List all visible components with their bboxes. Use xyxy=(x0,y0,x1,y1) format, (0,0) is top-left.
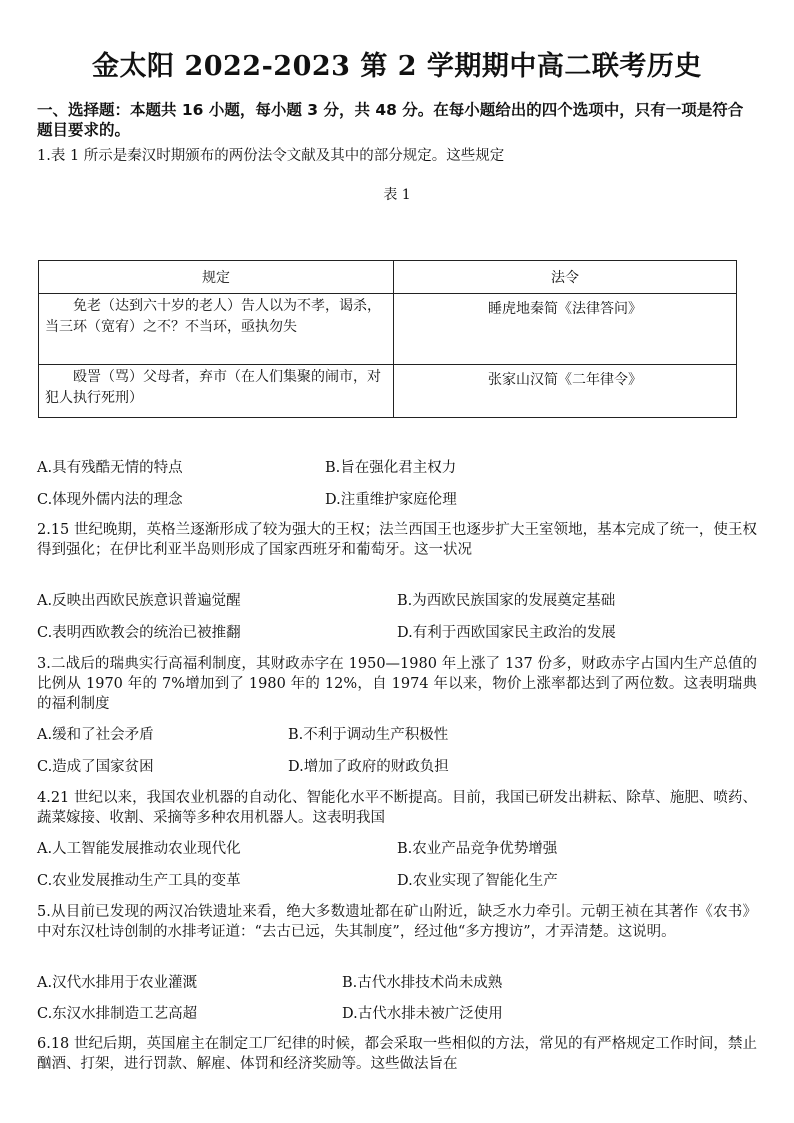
question-1-option-a: A.具有残酷无情的特点 xyxy=(37,460,183,476)
table-row xyxy=(39,365,737,418)
question-3-stem: 3.二战后的瑞典实行高福利制度，其财政赤字在 1950—1980 年上涨了 137 份多，财政赤字占国内生产总值的比例从 1970 年的 7%增加到了 1980 年的 12%，自 1974 年以来，物价上涨率都达到了两位数。这表明瑞典的福利制度 xyxy=(37,656,757,712)
question-3-option-c: C.造成了国家贫困 xyxy=(37,759,154,775)
exam-title: 金太阳 2022-2023 第 2 学期期中高二联考历史 xyxy=(92,51,702,82)
law-table xyxy=(38,260,737,418)
table-cell-law: 张家山汉简《二年律令》 xyxy=(394,365,737,418)
table-cell-rule: 免老（达到六十岁的老人）告人以为不孝，谒杀，当三环（宽宥）之不？不当环，亟执勿失 xyxy=(39,294,394,365)
question-1-option-d: D.注重维护家庭伦理 xyxy=(325,492,457,508)
question-4-option-a: A.人工智能发展推动农业现代化 xyxy=(37,841,241,857)
question-3-option-a: A.缓和了社会矛盾 xyxy=(37,727,154,743)
question-3-option-b: B.不利于调动生产积极性 xyxy=(288,727,449,743)
table-cell-rule: 殴詈（骂）父母者，弃市（在人们集聚的闹市，对犯人执行死刑） xyxy=(39,365,394,418)
question-2-option-d: D.有利于西欧国家民主政治的发展 xyxy=(397,625,616,641)
question-6-stem: 6.18 世纪后期，英国雇主在制定工厂纪律的时候，都会采取一些相似的方法，常见的有严格规定工作时间，禁止酗酒、打架，进行罚款、解雇、体罚和经济奖励等。这些做法旨在 xyxy=(37,1036,757,1072)
table-header-law: 法令 xyxy=(394,261,737,294)
table-caption: 表 1 xyxy=(383,187,411,203)
question-5-option-a: A.汉代水排用于农业灌溉 xyxy=(37,975,198,991)
question-2-option-a: A.反映出西欧民族意识普遍觉醒 xyxy=(37,593,241,609)
table-header-rule: 规定 xyxy=(39,261,394,294)
question-5-option-d: D.古代水排未被广泛使用 xyxy=(342,1006,503,1022)
question-4-stem: 4.21 世纪以来，我国农业机器的自动化、智能化水平不断提高。目前，我国已研发出耕耘、除草、施肥、喷药、蔬菜嫁接、收割、采摘等多种农用机器人。这表明我国 xyxy=(37,790,757,826)
question-5-option-c: C.东汉水排制造工艺高超 xyxy=(37,1006,198,1022)
question-4-option-d: D.农业实现了智能化生产 xyxy=(397,873,558,889)
question-1-stem: 1.表 1 所示是秦汉时期颁布的两份法令文献及其中的部分规定。这些规定 xyxy=(37,148,505,164)
table-row xyxy=(39,294,737,365)
question-2-stem: 2.15 世纪晚期，英格兰逐渐形成了较为强大的王权；法兰西国王也逐步扩大王室领地，基本完成了统一，使王权得到强化；在伊比利亚半岛则形成了国家西班牙和葡萄牙。这一状况 xyxy=(37,522,757,558)
question-1-option-b: B.旨在强化君主权力 xyxy=(325,460,457,476)
table-cell-law: 睡虎地秦简《法律答问》 xyxy=(394,294,737,365)
question-1-option-c: C.体现外儒内法的理念 xyxy=(37,492,183,508)
question-4-option-b: B.农业产品竞争优势增强 xyxy=(397,841,558,857)
question-3-option-d: D.增加了政府的财政负担 xyxy=(288,759,449,775)
question-2-option-b: B.为西欧民族国家的发展奠定基础 xyxy=(397,593,616,609)
question-2-option-c: C.表明西欧教会的统治已被推翻 xyxy=(37,625,241,641)
section-instructions: 一、选择题：本题共 16 小题，每小题 3 分，共 48 分。在每小题给出的四个选项中，只有一项是符合题目要求的。 xyxy=(37,101,744,139)
question-5-stem: 5.从目前已发现的两汉冶铁遗址来看，绝大多数遗址都在矿山附近，缺乏水力牵引。元朝王祯在其著作《农书》中对东汉杜诗创制的水排考证道：“去古已远，失其制度”，经过他“多方搜访”，才弄清楚。这说明。 xyxy=(37,904,757,940)
question-4-option-c: C.农业发展推动生产工具的变革 xyxy=(37,873,241,889)
question-5-option-b: B.古代水排技术尚未成熟 xyxy=(342,975,503,991)
